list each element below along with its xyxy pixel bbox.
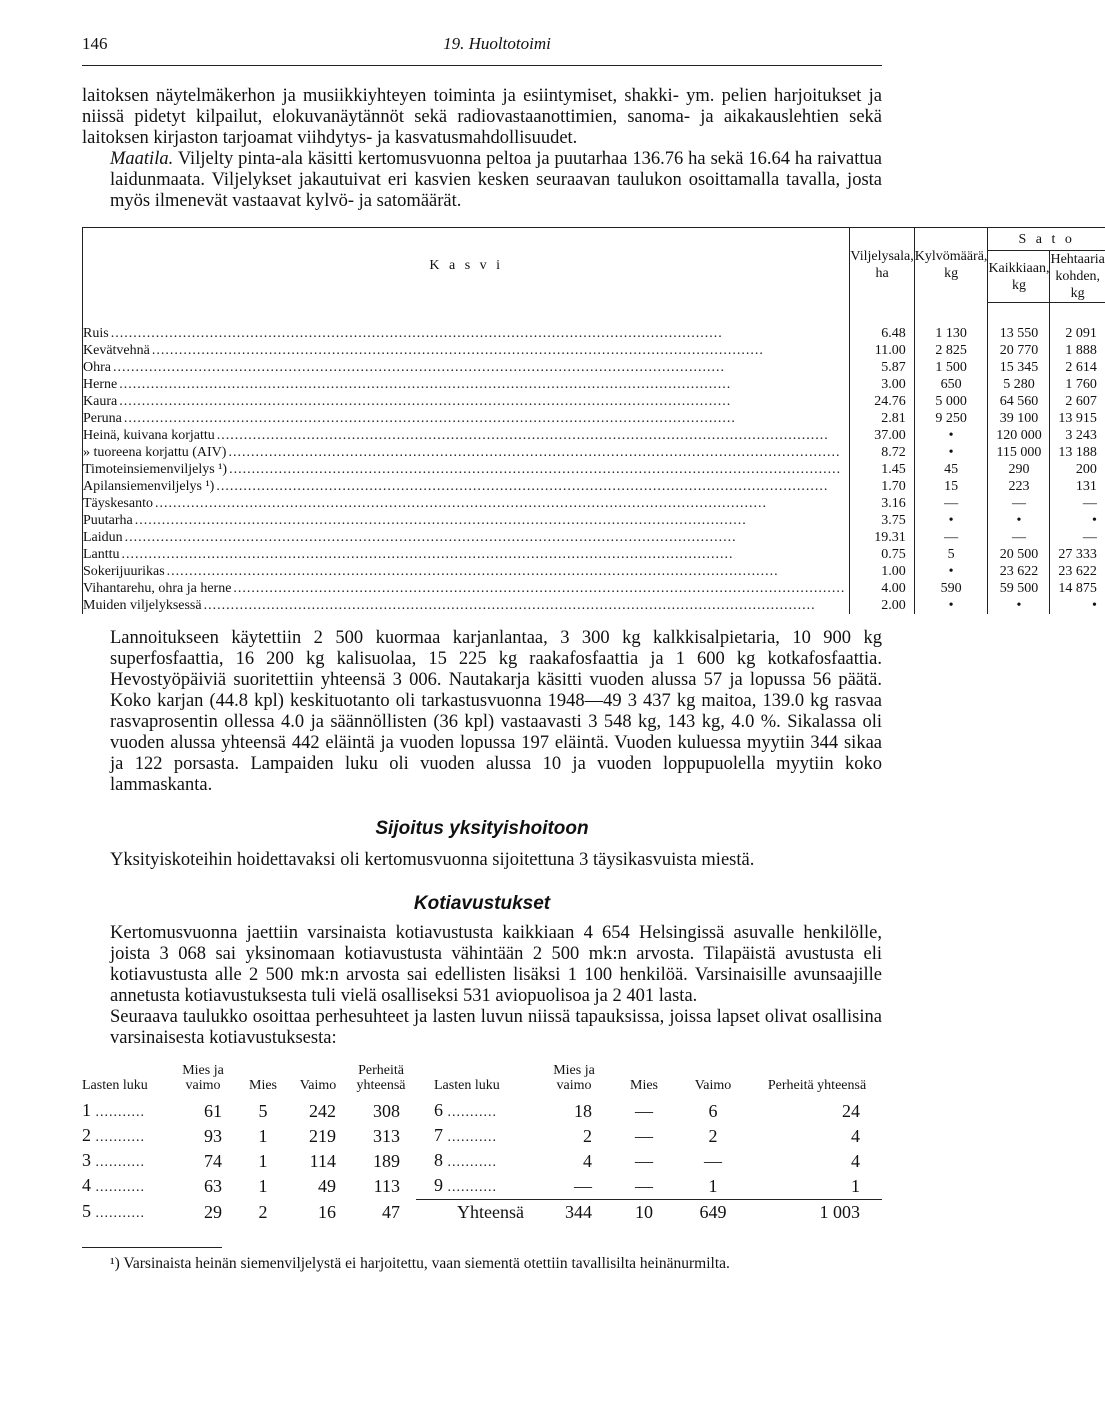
- crop-total: 223: [988, 478, 1050, 495]
- fam-total-vaimo: 649: [674, 1200, 752, 1225]
- crop-name: Kevätvehnä: [83, 343, 150, 358]
- fam-vaimo: 114: [309, 1151, 336, 1171]
- crop-total: 59 500: [988, 580, 1050, 597]
- crop-total: 20 500: [988, 546, 1050, 563]
- fam-lasten-cell: [82, 1099, 170, 1124]
- fam-col-mv-2: Mies ja vaimo: [553, 1063, 595, 1093]
- crop-seed: •: [914, 427, 988, 444]
- maatila-text: Viljelty pinta-ala käsitti kertomusvuonna peltoa ja puutarhaa 136.76 ha sekä 16.64 ha raivattua laidunmaata. Viljelykset jakautuivat eri kasvien kesken seuraavan taulukon osoittamalla tavalla, josta myös ilmenevät vastaavat kylvö- ja satomäärät.: [110, 149, 882, 211]
- crop-row: [83, 512, 1105, 529]
- crop-row: [83, 495, 1105, 512]
- crop-area: 2.00: [850, 597, 914, 614]
- fam-mies: 5: [258, 1101, 268, 1121]
- crop-seed: •: [914, 597, 988, 614]
- fam-perheita: 24: [842, 1101, 860, 1121]
- crop-row: [83, 478, 1105, 495]
- crop-per-ha: 13 915: [1058, 411, 1097, 426]
- fam-lasten-cell: [416, 1149, 534, 1174]
- crop-name: Kaura: [83, 394, 118, 409]
- crop-per-ha: •: [1091, 513, 1097, 528]
- crop-name: Vihantarehu, ohra ja herne: [83, 581, 232, 596]
- fam-leader: ...........: [91, 1130, 145, 1145]
- crop-seed: 5 000: [914, 393, 988, 410]
- crop-per-ha: 2 607: [1065, 394, 1097, 409]
- crop-area: 3.00: [850, 376, 914, 393]
- header-rule: [82, 65, 882, 66]
- page-number: 146: [82, 34, 108, 53]
- crop-total: 15 345: [988, 359, 1050, 376]
- crop-total: 290: [988, 461, 1050, 478]
- fam-perheita: 47: [382, 1201, 400, 1222]
- crop-seed: •: [914, 444, 988, 461]
- fam-mies: —: [635, 1151, 653, 1171]
- fam-leader: ...........: [91, 1180, 145, 1196]
- crop-per-ha: 13 188: [1058, 445, 1097, 460]
- fam-mies: —: [635, 1126, 653, 1146]
- fam-col-mies-2: Mies: [630, 1078, 658, 1093]
- crop-total: •: [988, 512, 1050, 529]
- fam-lasten: 8: [434, 1150, 443, 1170]
- fam-leader: ...........: [443, 1105, 497, 1120]
- fam-lasten-cell: [416, 1174, 534, 1200]
- fam-total-mies: 10: [614, 1200, 674, 1225]
- crop-name: Sokerijuurikas: [83, 564, 165, 579]
- fam-lasten: 1: [82, 1100, 91, 1120]
- crop-seed: 2 825: [914, 342, 988, 359]
- paragraph-fertilization: Lannoitukseen käytettiin 2 500 kuormaa karjanlantaa, 3 300 kg kalkkisalpietaria, 10 900 kg superfosfaattia, 16 200 kg kalisuolaa, 15 225 kg raakafosfaattia ja 1 600 kg kotkafosfaattia. Hevostyöpäiviä suoritettiin yhteensä 3 006. Nautakarja käsitti vuoden alussa 57 ja lopussa 56 päätä. Koko karjan (44.8 kpl) keskituotanto oli tarkastusvuonna 1948—49 3 437 kg maitoa, 139.0 kg rasvaa rasvaprosentin ollessa 4.0 ja säännöllisten (36 kpl) vastaavasti 3 548 kg, 143 kg, 4.0 %. Sikalassa oli vuoden alussa yhteensä 442 eläintä ja vuoden lopussa 197 eläintä. Vuoden kuluessa myytiin 344 sikaa ja 122 porsasta. Lampaiden luku oli vuoden alussa 10 ja vuoden loppupuolella myytiin koko lammaskanta.: [110, 628, 882, 795]
- crop-total: —: [988, 495, 1050, 512]
- crop-area: 1.70: [850, 478, 914, 495]
- fam-vaimo: 16: [318, 1201, 336, 1222]
- fam-total-mv: 344: [534, 1200, 614, 1225]
- fam-perheita: 1: [851, 1176, 860, 1196]
- paragraph-intro: laitoksen näytelmäkerhon ja musiikkiyhteyen toiminta ja esiintymiset, shakki- ym. pelien harjoitukset ja niissä pidetyt kilpailut, elokuvanäytännöt sekä radiovastaanottimien, sanoma- ja aikakauslehtien sekä laitoksen kirjaston tarjoamat viihdytys- ja kasvatusmahdollisuudet.: [82, 86, 882, 148]
- crop-per-ha: 2 091: [1065, 326, 1097, 341]
- crop-seed: 15: [914, 478, 988, 495]
- fam-leader: ...........: [443, 1130, 497, 1145]
- page: [82, 30, 1105, 1273]
- crop-name: Timoteinsiemenviljelys ¹): [83, 462, 228, 477]
- fam-lasten-cell: [416, 1099, 534, 1124]
- crop-name: Apilansiemenviljelys ¹): [83, 479, 215, 494]
- crop-per-ha: 3 243: [1065, 428, 1097, 443]
- family-row: [82, 1124, 882, 1149]
- crop-per-ha: 14 875: [1058, 581, 1097, 596]
- maatila-lead: Maatila.: [110, 149, 174, 169]
- paragraph-maatila: [82, 149, 882, 212]
- fam-perheita: 4: [851, 1151, 860, 1171]
- fam-leader: ...........: [91, 1205, 145, 1221]
- fam-vaimo: 242: [309, 1101, 336, 1121]
- crop-row: [83, 580, 1105, 597]
- running-header: [82, 30, 882, 56]
- fam-col-lasten-1: Lasten luku: [82, 1078, 148, 1093]
- crop-per-ha: 200: [1075, 462, 1097, 477]
- crop-area: 2.81: [850, 410, 914, 427]
- crop-total: —: [988, 529, 1050, 546]
- crop-total: •: [988, 597, 1050, 614]
- crop-name: Peruna: [83, 411, 122, 426]
- crop-name: Heinä, kuivana korjattu: [83, 428, 215, 443]
- crop-area: 0.75: [850, 546, 914, 563]
- fam-lasten: 2: [82, 1125, 91, 1145]
- col-area: Viljelysala, ha: [850, 228, 914, 303]
- crop-name: » tuoreena korjattu (AIV): [83, 445, 227, 460]
- crop-area: 1.00: [850, 563, 914, 580]
- fam-col-mies-1: Mies: [249, 1078, 277, 1093]
- crop-area: 6.48: [850, 325, 914, 342]
- crop-per-ha: —: [1082, 530, 1097, 545]
- fam-leader: ...........: [91, 1155, 145, 1170]
- fam-vaimo: 6: [708, 1101, 718, 1121]
- crop-per-ha: 1 888: [1065, 343, 1097, 358]
- crop-area: 3.16: [850, 495, 914, 512]
- crop-area: 3.75: [850, 512, 914, 529]
- crop-row: [83, 359, 1105, 376]
- fam-col-lasten-2: Lasten luku: [434, 1078, 500, 1093]
- crop-total: 13 550: [988, 325, 1050, 342]
- fam-lasten: 3: [82, 1150, 91, 1170]
- paragraph-kotiavustus: Kertomusvuonna jaettiin varsinaista kotiavustusta kaikkiaan 4 654 Helsingissä asuvalle henkilölle, joista 3 068 sai yksinomaan kotiavustusta vähintään 2 500 mk:n arvosta. Tilapäistä avustusta eli kotiavustusta alle 2 500 mk:n arvosta sai edellisten lisäksi 1 100 henkilöä. Varsinaisille avunsaajille annetusta kotiavustuksesta tuli vielä osalliseksi 531 aviopuolisoa ja 2 401 lasta.: [110, 923, 882, 1006]
- fam-col-vaimo-2: Vaimo: [694, 1078, 732, 1093]
- col-total: Kaikkiaan, kg: [988, 251, 1050, 303]
- fam-perheita: 308: [373, 1101, 400, 1121]
- footnote-rule: [82, 1247, 222, 1248]
- fam-mv: 63: [204, 1176, 222, 1197]
- fam-mv: 4: [583, 1151, 592, 1171]
- fam-perheita: 189: [373, 1151, 400, 1171]
- crop-per-ha: •: [1091, 598, 1097, 613]
- crop-row: [83, 563, 1105, 580]
- crop-seed: •: [914, 512, 988, 529]
- fam-col-per-1: Perheitä yhteensä: [356, 1063, 406, 1093]
- crop-seed: 1 130: [914, 325, 988, 342]
- fam-mies: 2: [258, 1201, 268, 1222]
- crop-seed: •: [914, 563, 988, 580]
- fam-vaimo: 49: [318, 1176, 336, 1197]
- crop-area: 5.87: [850, 359, 914, 376]
- fam-vaimo: —: [704, 1151, 722, 1171]
- fam-mv: 29: [204, 1201, 222, 1222]
- fam-perheita: 313: [373, 1126, 400, 1146]
- fam-perheita: 4: [851, 1126, 860, 1146]
- heading-sijoitus: Sijoitus yksityishoitoon: [375, 818, 589, 839]
- fam-lasten-cell: [82, 1200, 170, 1225]
- fam-mies: 1: [258, 1126, 268, 1146]
- fam-lasten-cell: [416, 1124, 534, 1149]
- fam-mies: —: [635, 1101, 653, 1121]
- crop-total: 20 770: [988, 342, 1050, 359]
- crop-total: 115 000: [988, 444, 1050, 461]
- running-title: 19. Huoltotoimi: [443, 34, 551, 53]
- crop-row: [83, 325, 1105, 342]
- crop-row: [83, 342, 1105, 359]
- fam-lasten: 5: [82, 1200, 91, 1221]
- crop-area: 4.00: [850, 580, 914, 597]
- crop-row: [83, 376, 1105, 393]
- crop-total: 39 100: [988, 410, 1050, 427]
- crop-area: 8.72: [850, 444, 914, 461]
- crop-name: Lanttu: [83, 547, 120, 562]
- crop-table: [82, 227, 1105, 614]
- crop-seed: 5: [914, 546, 988, 563]
- fam-mv: —: [574, 1176, 592, 1196]
- crop-name: Puutarha: [83, 513, 133, 528]
- fam-vaimo: 1: [708, 1176, 718, 1196]
- fam-total-label: Yhteensä: [416, 1200, 534, 1225]
- fam-col-per-2: Perheitä yhteensä: [767, 1078, 867, 1093]
- fam-perheita: 113: [373, 1176, 400, 1197]
- crop-name: Ruis: [83, 326, 109, 341]
- fam-col-vaimo-1: Vaimo: [299, 1078, 337, 1093]
- fam-mv: 2: [583, 1126, 592, 1146]
- col-seed: Kylvömäärä, kg: [914, 228, 988, 303]
- crop-row: [83, 529, 1105, 546]
- crop-area: 11.00: [850, 342, 914, 359]
- crop-per-ha: 1 760: [1065, 377, 1097, 392]
- col-sato: S a t o: [988, 228, 1105, 251]
- fam-mies: —: [635, 1176, 653, 1196]
- paragraph-sijoitus: Yksityiskoteihin hoidettavaksi oli kertomusvuonna sijoitettuna 3 täysikasvuista miestä.: [110, 850, 755, 870]
- crop-name: Laidun: [83, 530, 123, 545]
- crop-name: Muiden viljelyksessä: [83, 598, 202, 613]
- family-row: [82, 1200, 882, 1225]
- crop-area: 19.31: [850, 529, 914, 546]
- crop-name: Täyskesanto: [83, 496, 153, 511]
- fam-col-mv-1: Mies ja vaimo: [182, 1063, 224, 1093]
- family-table: [82, 1063, 882, 1225]
- fam-total-perheita: 1 003: [752, 1200, 882, 1225]
- family-row: [82, 1099, 882, 1124]
- fam-vaimo: 219: [309, 1126, 336, 1146]
- crop-name: Ohra: [83, 360, 111, 375]
- paragraph-family-intro: Seuraava taulukko osoittaa perhesuhteet ja lasten luvun niissä tapauksissa, joissa lapset olivat osallisina varsinaisesta kotiavustuksesta:: [110, 1007, 882, 1048]
- crop-area: 24.76: [850, 393, 914, 410]
- crop-per-ha: 23 622: [1058, 564, 1097, 579]
- crop-seed: 9 250: [914, 410, 988, 427]
- fam-vaimo: 2: [708, 1126, 718, 1146]
- crop-area: 37.00: [850, 427, 914, 444]
- crop-seed: 1 500: [914, 359, 988, 376]
- crop-per-ha: 131: [1075, 479, 1097, 494]
- crop-row: [83, 410, 1105, 427]
- crop-area: 1.45: [850, 461, 914, 478]
- footnote: ¹) Varsinaista heinän siemenviljelystä ei harjoitettu, vaan siementä otettiin tavallisilta heinänurmilta.: [110, 1254, 730, 1272]
- crop-total: 64 560: [988, 393, 1050, 410]
- fam-mv: 74: [204, 1151, 222, 1171]
- fam-lasten-cell: [82, 1149, 170, 1174]
- col-per-ha: Hehtaaria kohden, kg: [1050, 252, 1105, 301]
- crop-per-ha: —: [1082, 496, 1097, 511]
- fam-mv: 93: [204, 1126, 222, 1146]
- crop-seed: 590: [914, 580, 988, 597]
- crop-total: 23 622: [988, 563, 1050, 580]
- fam-lasten: 6: [434, 1100, 443, 1120]
- fam-lasten: 4: [82, 1175, 91, 1196]
- crop-row: [83, 393, 1105, 410]
- fam-mv: 61: [204, 1101, 222, 1121]
- fam-mies: 1: [258, 1176, 268, 1197]
- crop-seed: —: [914, 529, 988, 546]
- fam-leader: ...........: [91, 1105, 145, 1120]
- family-row: [82, 1149, 882, 1174]
- crop-seed: —: [914, 495, 988, 512]
- crop-seed: 650: [914, 376, 988, 393]
- crop-row: [83, 427, 1105, 444]
- fam-mies: 1: [258, 1151, 268, 1171]
- fam-lasten-cell: [82, 1174, 170, 1200]
- crop-per-ha: 2 614: [1065, 360, 1097, 375]
- fam-mv: 18: [574, 1101, 592, 1121]
- fam-lasten-cell: [82, 1124, 170, 1149]
- fam-leader: ...........: [443, 1180, 497, 1195]
- family-row: [82, 1174, 882, 1200]
- fam-leader: ...........: [443, 1155, 497, 1170]
- crop-per-ha: 27 333: [1058, 547, 1097, 562]
- heading-kotiavustukset: Kotiavustukset: [413, 893, 551, 914]
- fam-lasten: 7: [434, 1125, 443, 1145]
- crop-row: [83, 546, 1105, 563]
- col-kasvi: K a s v i: [83, 228, 850, 303]
- crop-seed: 45: [914, 461, 988, 478]
- crop-total: 120 000: [988, 427, 1050, 444]
- crop-row: [83, 597, 1105, 614]
- crop-name: Herne: [83, 377, 118, 392]
- crop-row: [83, 461, 1105, 478]
- fam-lasten: 9: [434, 1175, 443, 1195]
- crop-total: 5 280: [988, 376, 1050, 393]
- crop-row: [83, 444, 1105, 461]
